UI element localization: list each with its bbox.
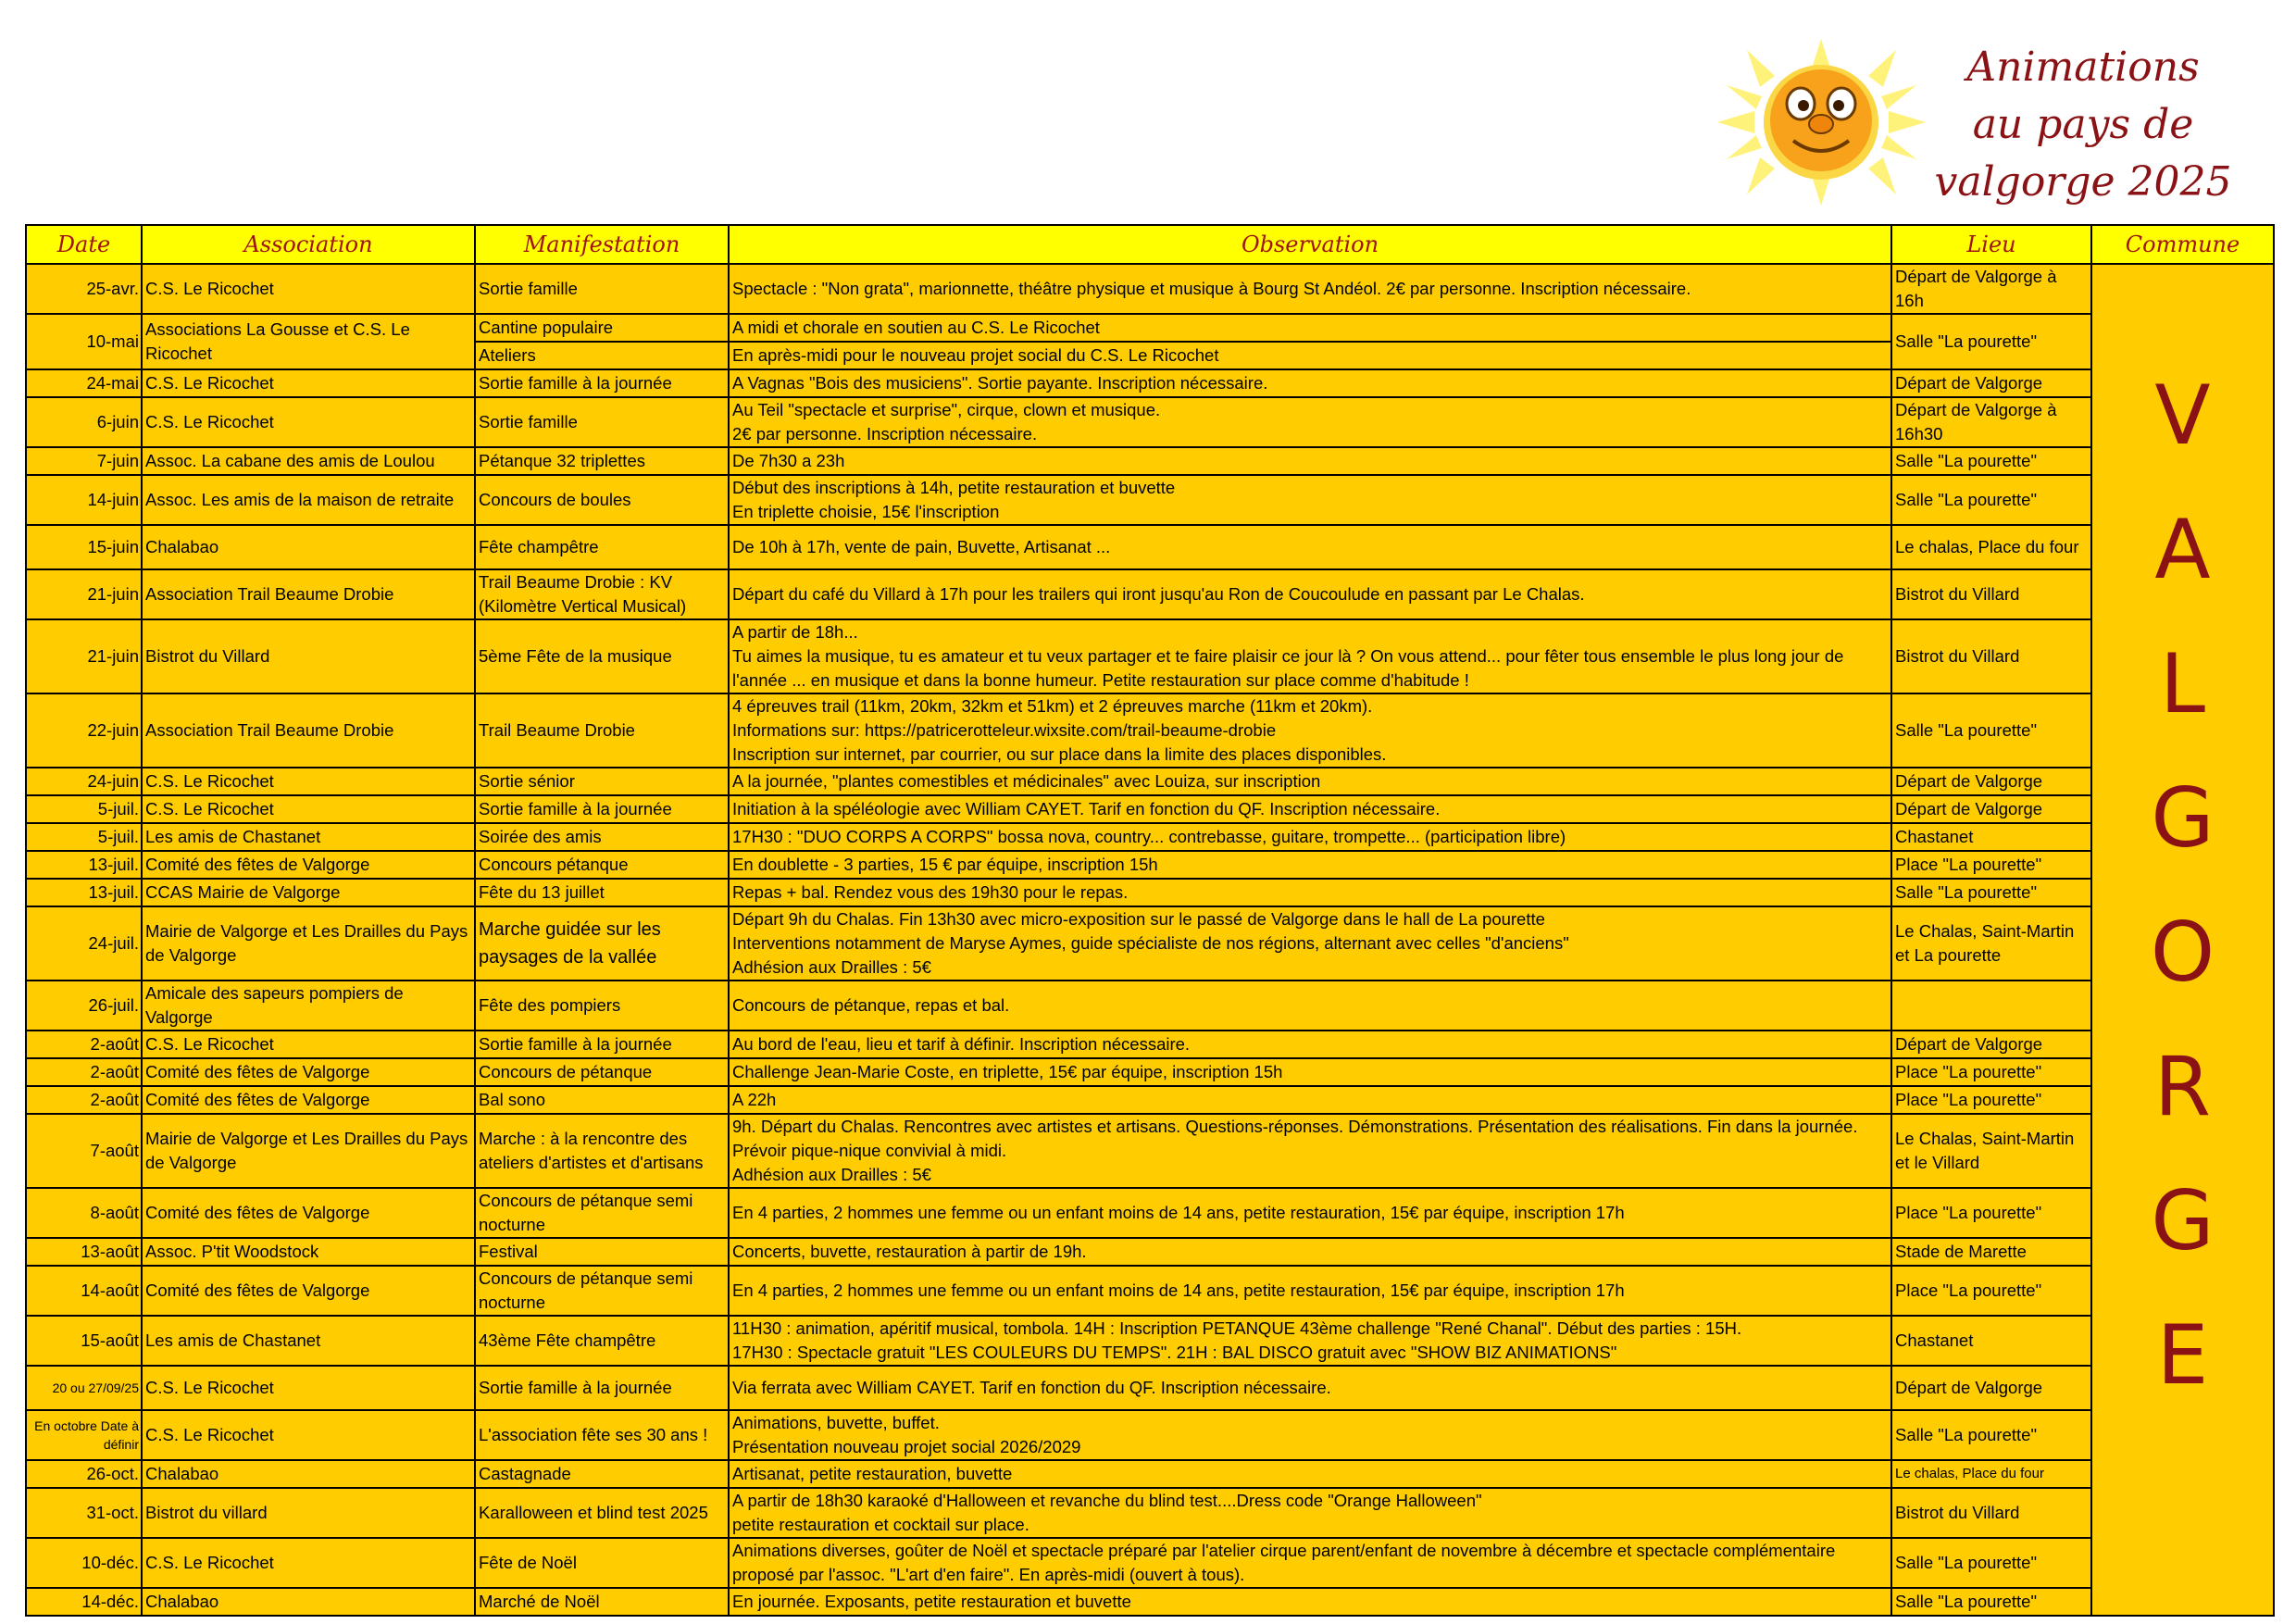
event-observation — [729, 851, 1891, 879]
observation-line: A 22h — [732, 1090, 777, 1109]
event-lieu: Place "La pourette" — [1891, 1058, 2091, 1086]
title-line-1: Animations — [1966, 44, 2200, 91]
observation-line: En 4 parties, 2 hommes une femme ou un enfant moins de 14 ans, petite restauration, 15€ par équipe, inscription 17h — [732, 1203, 1625, 1222]
event-observation — [729, 397, 1891, 447]
event-observation — [729, 264, 1891, 314]
observation-line: Inscription sur internet, par courrier, ou sur place dans la limite des places disponibles. — [732, 744, 1387, 764]
event-date: 13-juil. — [26, 851, 142, 879]
observation-line: Spectacle : "Non grata", marionnette, théâtre physique et musique à Bourg St Andéol. 2€ par personne. Inscription nécessaire. — [732, 279, 1691, 298]
event-date: 25-avr. — [26, 264, 142, 314]
observation-line: Adhésion aux Drailles : 5€ — [732, 957, 931, 977]
table-row — [26, 879, 2274, 906]
observation-line: Repas + bal. Rendez vous des 19h30 pour le repas. — [732, 882, 1129, 902]
event-date: 24-juil. — [26, 906, 142, 981]
table-row — [26, 314, 2274, 342]
event-observation — [729, 1266, 1891, 1316]
event-manifestation: Bal sono — [475, 1086, 729, 1114]
events-body — [26, 264, 2274, 1616]
event-observation — [729, 369, 1891, 397]
event-manifestation: L'association fête ses 30 ans ! — [475, 1410, 729, 1460]
event-observation — [729, 569, 1891, 619]
event-date: 7-août — [26, 1114, 142, 1188]
event-lieu: Salle "La pourette" — [1891, 314, 2091, 369]
table-row — [26, 823, 2274, 851]
table-row — [26, 264, 2274, 314]
event-manifestation: Ateliers — [475, 342, 729, 369]
event-date: 14-juin — [26, 475, 142, 525]
page-title — [1889, 39, 2277, 211]
observation-line: Concerts, buvette, restauration à partir de 19h. — [732, 1242, 1087, 1261]
table-row — [26, 447, 2274, 475]
event-observation — [729, 1316, 1891, 1366]
commune-letter: A — [2154, 502, 2211, 597]
event-manifestation: Marche : à la rencontre des ateliers d'artistes et d'artisans — [475, 1114, 729, 1188]
event-observation — [729, 906, 1891, 981]
event-association: C.S. Le Ricochet — [142, 1538, 475, 1588]
event-manifestation: 43ème Fête champêtre — [475, 1316, 729, 1366]
event-association: C.S. Le Ricochet — [142, 264, 475, 314]
event-date: 10-mai — [26, 314, 142, 369]
observation-line: Interventions notamment de Maryse Aymes, guide spécialiste de nos régions, alternant avec celles "d'anciens" — [732, 933, 1569, 953]
table-row — [26, 1188, 2274, 1238]
column-header-commune: Commune — [2091, 225, 2274, 264]
event-observation — [729, 981, 1891, 1031]
event-observation — [729, 1410, 1891, 1460]
table-row — [26, 475, 2274, 525]
event-association: Comité des fêtes de Valgorge — [142, 1058, 475, 1086]
observation-line: En triplette choisie, 15€ l'inscription — [732, 502, 1000, 521]
observation-line: A partir de 18h30 karaoké d'Halloween et revanche du blind test....Dress code "Orange Halloween" — [732, 1491, 1482, 1510]
observation-line: 17H30 : "DUO CORPS A CORPS" bossa nova, country... contrebasse, guitare, trompette... (participation libre) — [732, 827, 1566, 846]
event-lieu: Départ de Valgorge — [1891, 768, 2091, 795]
table-row — [26, 619, 2274, 693]
event-lieu: Départ de Valgorge — [1891, 1366, 2091, 1410]
event-lieu: Stade de Marette — [1891, 1238, 2091, 1266]
event-lieu: Salle "La pourette" — [1891, 1538, 2091, 1588]
observation-line: Concours de pétanque, repas et bal. — [732, 995, 1010, 1015]
event-manifestation: Cantine populaire — [475, 314, 729, 342]
event-date: 21-juin — [26, 569, 142, 619]
observation-line: Au Teil "spectacle et surprise", cirque, clown et musique. — [732, 400, 1161, 419]
event-lieu: Place "La pourette" — [1891, 851, 2091, 879]
event-lieu: Départ de Valgorge — [1891, 1031, 2091, 1058]
table-row — [26, 1460, 2274, 1488]
event-association: C.S. Le Ricochet — [142, 768, 475, 795]
table-row — [26, 1031, 2274, 1058]
column-header-manifestation: Manifestation — [475, 225, 729, 264]
table-row — [26, 693, 2274, 768]
column-header-association: Association — [142, 225, 475, 264]
event-date: 15-juin — [26, 525, 142, 569]
table-row — [26, 1238, 2274, 1266]
event-manifestation: Fête champêtre — [475, 525, 729, 569]
observation-line: 17H30 : Spectacle gratuit "LES COULEURS DU TEMPS". 21H : BAL DISCO gratuit avec "SHOW BIZ ANIMATIONS" — [732, 1343, 1617, 1362]
event-manifestation: Trail Beaume Drobie : KV (Kilomètre Vertical Musical) — [475, 569, 729, 619]
event-lieu: Chastanet — [1891, 823, 2091, 851]
event-manifestation: Concours de pétanque semi nocturne — [475, 1188, 729, 1238]
event-observation — [729, 314, 1891, 342]
observation-line: Départ du café du Villard à 17h pour les trailers qui iront jusqu'au Ron de Coucoulude en passant par Le Chalas. — [732, 584, 1585, 604]
event-date: 21-juin — [26, 619, 142, 693]
event-association: CCAS Mairie de Valgorge — [142, 879, 475, 906]
observation-line: A partir de 18h... — [732, 622, 858, 642]
table-row — [26, 1114, 2274, 1188]
event-association: C.S. Le Ricochet — [142, 397, 475, 447]
event-association: Bistrot du villard — [142, 1488, 475, 1538]
observation-line: Animations diverses, goûter de Noël et spectacle préparé par l'atelier cirque parent/enfant de novembre à décembre et spectacle complémentaire proposé par l'assoc. "L'art d'en faire". En après-midi (ouvert à tous). — [732, 1541, 1836, 1584]
event-observation — [729, 1114, 1891, 1188]
table-row — [26, 1488, 2274, 1538]
event-manifestation: Fête de Noël — [475, 1538, 729, 1588]
event-lieu: Départ de Valgorge — [1891, 369, 2091, 397]
event-date: 26-oct. — [26, 1460, 142, 1488]
event-observation — [729, 342, 1891, 369]
event-manifestation: Karalloween et blind test 2025 — [475, 1488, 729, 1538]
event-observation — [729, 447, 1891, 475]
event-date: 20 ou 27/09/25 — [26, 1366, 142, 1410]
observation-line: Prévoir pique-nique convivial à midi. — [732, 1141, 1007, 1160]
observation-line: A la journée, "plantes comestibles et médicinales" avec Louiza, sur inscription — [732, 771, 1321, 791]
event-observation — [729, 1588, 1891, 1616]
observation-line: En journée. Exposants, petite restauration et buvette — [732, 1592, 1131, 1611]
observation-line: petite restauration et cocktail sur place. — [732, 1515, 1029, 1534]
event-association: Assoc. La cabane des amis de Loulou — [142, 447, 475, 475]
observation-line: En après-midi pour le nouveau projet social du C.S. Le Ricochet — [732, 345, 1219, 365]
event-observation — [729, 879, 1891, 906]
event-association: Association Trail Beaume Drobie — [142, 569, 475, 619]
event-manifestation: Sortie famille à la journée — [475, 1031, 729, 1058]
observation-line: Au bord de l'eau, lieu et tarif à définir. Inscription nécessaire. — [732, 1034, 1191, 1054]
event-observation — [729, 1058, 1891, 1086]
event-manifestation: Trail Beaume Drobie — [475, 693, 729, 768]
observation-line: A Vagnas "Bois des musiciens". Sortie payante. Inscription nécessaire. — [732, 373, 1268, 393]
event-lieu: Salle "La pourette" — [1891, 475, 2091, 525]
event-date: 13-août — [26, 1238, 142, 1266]
event-observation — [729, 1488, 1891, 1538]
event-association: Comité des fêtes de Valgorge — [142, 1266, 475, 1316]
event-lieu: Salle "La pourette" — [1891, 447, 2091, 475]
table-row — [26, 1316, 2274, 1366]
event-observation — [729, 475, 1891, 525]
table-row — [26, 1410, 2274, 1460]
event-lieu — [1891, 981, 2091, 1031]
event-date: 22-juin — [26, 693, 142, 768]
event-lieu: Chastanet — [1891, 1316, 2091, 1366]
event-association: C.S. Le Ricochet — [142, 1366, 475, 1410]
event-association: Associations La Gousse et C.S. Le Ricochet — [142, 314, 475, 369]
event-lieu: Bistrot du Villard — [1891, 1488, 2091, 1538]
event-manifestation: Concours de pétanque — [475, 1058, 729, 1086]
event-observation — [729, 768, 1891, 795]
event-manifestation: Fête des pompiers — [475, 981, 729, 1031]
observation-line: A midi et chorale en soutien au C.S. Le Ricochet — [732, 318, 1100, 337]
event-date: 5-juil. — [26, 795, 142, 823]
event-observation — [729, 525, 1891, 569]
smiling-sun-icon — [1717, 39, 1926, 206]
event-observation — [729, 1188, 1891, 1238]
event-observation — [729, 693, 1891, 768]
event-date: 6-juin — [26, 397, 142, 447]
commune-name — [2092, 348, 2273, 1422]
event-lieu: Bistrot du Villard — [1891, 569, 2091, 619]
event-date: 14-déc. — [26, 1588, 142, 1616]
commune-letter: R — [2153, 1039, 2212, 1134]
event-date: 24-mai — [26, 369, 142, 397]
event-lieu: Départ de Valgorge à 16h30 — [1891, 397, 2091, 447]
observation-line: Début des inscriptions à 14h, petite restauration et buvette — [732, 478, 1176, 497]
event-observation — [729, 1538, 1891, 1588]
event-lieu: Départ de Valgorge — [1891, 795, 2091, 823]
event-lieu: Place "La pourette" — [1891, 1188, 2091, 1238]
observation-line: Départ 9h du Chalas. Fin 13h30 avec micro-exposition sur le passé de Valgorge dans le hall de La pourette — [732, 909, 1545, 929]
observation-line: Animations, buvette, buffet. — [732, 1413, 940, 1432]
table-row — [26, 369, 2274, 397]
observation-line: Tu aimes la musique, tu es amateur et tu veux partager et te faire plaisir ce jour là ? On vous attend... pour fêter tous ensemble le plus long jour de l'année ... en musique et dans la bonne humeur. Petite restauration sur place comme d'habitude ! — [732, 646, 1844, 690]
event-association: Chalabao — [142, 525, 475, 569]
observation-line: Informations sur: https://patricerotteleur.wixsite.com/trail-beaume-drobie — [732, 720, 1277, 740]
event-manifestation: Sortie famille à la journée — [475, 795, 729, 823]
event-lieu: Le Chalas, Saint-Martin et La pourette — [1891, 906, 2091, 981]
event-date: En octobre Date à définir — [26, 1410, 142, 1460]
table-row — [26, 1588, 2274, 1616]
event-manifestation: Marché de Noël — [475, 1588, 729, 1616]
table-row — [26, 1366, 2274, 1410]
table-row — [26, 795, 2274, 823]
event-association: Mairie de Valgorge et Les Drailles du Pays de Valgorge — [142, 906, 475, 981]
event-observation — [729, 1460, 1891, 1488]
event-manifestation: Festival — [475, 1238, 729, 1266]
commune-letter: E — [2156, 1307, 2209, 1403]
event-observation — [729, 795, 1891, 823]
event-manifestation: Concours de boules — [475, 475, 729, 525]
commune-letter: G — [2151, 770, 2215, 866]
event-lieu: Départ de Valgorge à 16h — [1891, 264, 2091, 314]
event-manifestation: Marche guidée sur les paysages de la vallée — [475, 906, 729, 981]
event-observation — [729, 1031, 1891, 1058]
event-date: 5-juil. — [26, 823, 142, 851]
event-observation — [729, 1238, 1891, 1266]
event-date: 26-juil. — [26, 981, 142, 1031]
event-observation — [729, 619, 1891, 693]
event-association: Comité des fêtes de Valgorge — [142, 1086, 475, 1114]
title-line-3: valgorge 2025 — [1934, 158, 2232, 206]
event-manifestation: Soirée des amis — [475, 823, 729, 851]
event-date: 24-juin — [26, 768, 142, 795]
event-lieu: Place "La pourette" — [1891, 1086, 2091, 1114]
event-lieu: Le chalas, Place du four — [1891, 525, 2091, 569]
event-date: 13-juil. — [26, 879, 142, 906]
event-date: 14-août — [26, 1266, 142, 1316]
event-association: Les amis de Chastanet — [142, 1316, 475, 1366]
event-lieu: Salle "La pourette" — [1891, 879, 2091, 906]
event-date: 15-août — [26, 1316, 142, 1366]
event-lieu: Bistrot du Villard — [1891, 619, 2091, 693]
event-manifestation: Sortie famille — [475, 397, 729, 447]
column-header-date: Date — [26, 225, 142, 264]
event-manifestation: Sortie famille à la journée — [475, 369, 729, 397]
event-date: 10-déc. — [26, 1538, 142, 1588]
commune-letter: V — [2154, 368, 2211, 463]
observation-line: De 7h30 a 23h — [732, 451, 845, 470]
event-association: Les amis de Chastanet — [142, 823, 475, 851]
table-row — [26, 851, 2274, 879]
event-manifestation: Pétanque 32 triplettes — [475, 447, 729, 475]
event-date: 2-août — [26, 1086, 142, 1114]
event-manifestation: Castagnade — [475, 1460, 729, 1488]
table-row — [26, 981, 2274, 1031]
event-manifestation: Sortie famille — [475, 264, 729, 314]
event-date: 2-août — [26, 1031, 142, 1058]
column-header-observation: Observation — [729, 225, 1891, 264]
table-row — [26, 569, 2274, 619]
event-association: C.S. Le Ricochet — [142, 1031, 475, 1058]
event-association: Assoc. P'tit Woodstock — [142, 1238, 475, 1266]
event-manifestation: Fête du 13 juillet — [475, 879, 729, 906]
event-association: Chalabao — [142, 1588, 475, 1616]
observation-line: En 4 parties, 2 hommes une femme ou un enfant moins de 14 ans, petite restauration, 15€ par équipe, inscription 17h — [732, 1280, 1625, 1300]
table-row — [26, 397, 2274, 447]
events-table — [25, 224, 2275, 1617]
event-association: Chalabao — [142, 1460, 475, 1488]
table-row — [26, 1538, 2274, 1588]
event-lieu: Salle "La pourette" — [1891, 1410, 2091, 1460]
observation-line: Présentation nouveau projet social 2026/2029 — [732, 1437, 1081, 1456]
observation-line: Via ferrata avec William CAYET. Tarif en fonction du QF. Inscription nécessaire. — [732, 1378, 1331, 1397]
event-association: Comité des fêtes de Valgorge — [142, 1188, 475, 1238]
table-row — [26, 1086, 2274, 1114]
event-association: Amicale des sapeurs pompiers de Valgorge — [142, 981, 475, 1031]
table-row — [26, 1058, 2274, 1086]
observation-line: 2€ par personne. Inscription nécessaire. — [732, 424, 1038, 443]
table-row — [26, 1266, 2274, 1316]
event-lieu: Salle "La pourette" — [1891, 1588, 2091, 1616]
events-table-wrap — [25, 224, 2273, 1617]
observation-line: 9h. Départ du Chalas. Rencontres avec artistes et artisans. Questions-réponses. Démonstrations. Présentation des réalisations. Fin dans la journée. — [732, 1117, 1858, 1136]
observation-line: En doublette - 3 parties, 15 € par équipe, inscription 15h — [732, 855, 1158, 874]
title-line-2: au pays de — [1972, 101, 2194, 148]
event-date: 31-oct. — [26, 1488, 142, 1538]
observation-line: Artisanat, petite restauration, buvette — [732, 1464, 1013, 1483]
commune-cell — [2091, 264, 2274, 1616]
commune-letter: L — [2159, 636, 2206, 731]
observation-line: Challenge Jean-Marie Coste, en triplette, 15€ par équipe, inscription 15h — [732, 1062, 1283, 1081]
table-header-row — [26, 225, 2274, 264]
event-observation — [729, 1366, 1891, 1410]
event-lieu: Le Chalas, Saint-Martin et le Villard — [1891, 1114, 2091, 1188]
event-date: 2-août — [26, 1058, 142, 1086]
event-lieu: Le chalas, Place du four — [1891, 1460, 2091, 1488]
event-association: Bistrot du Villard — [142, 619, 475, 693]
event-lieu: Salle "La pourette" — [1891, 693, 2091, 768]
event-date: 8-août — [26, 1188, 142, 1238]
table-row — [26, 768, 2274, 795]
event-association: C.S. Le Ricochet — [142, 1410, 475, 1460]
event-observation — [729, 1086, 1891, 1114]
observation-line: Adhésion aux Drailles : 5€ — [732, 1165, 931, 1184]
event-manifestation: Sortie sénior — [475, 768, 729, 795]
event-manifestation: Concours de pétanque semi nocturne — [475, 1266, 729, 1316]
observation-line: De 10h à 17h, vente de pain, Buvette, Artisanat ... — [732, 537, 1111, 556]
event-manifestation: Sortie famille à la journée — [475, 1366, 729, 1410]
event-association: Association Trail Beaume Drobie — [142, 693, 475, 768]
observation-line: 11H30 : animation, apéritif musical, tombola. 14H : Inscription PETANQUE 43ème challenge "René Chanal". Début des parties : 15H. — [732, 1318, 1742, 1338]
commune-letter: G — [2151, 1173, 2215, 1268]
event-association: C.S. Le Ricochet — [142, 369, 475, 397]
event-observation — [729, 823, 1891, 851]
table-row — [26, 906, 2274, 981]
commune-letter: O — [2150, 905, 2215, 1000]
observation-line: 4 épreuves trail (11km, 20km, 32km et 51km) et 2 épreuves marche (11km et 20km). — [732, 696, 1373, 716]
event-association: Mairie de Valgorge et Les Drailles du Pays de Valgorge — [142, 1114, 475, 1188]
event-lieu: Place "La pourette" — [1891, 1266, 2091, 1316]
event-date: 7-juin — [26, 447, 142, 475]
event-manifestation: Concours pétanque — [475, 851, 729, 879]
observation-line: Initiation à la spéléologie avec William CAYET. Tarif en fonction du QF. Inscription nécessaire. — [732, 799, 1441, 818]
event-manifestation: 5ème Fête de la musique — [475, 619, 729, 693]
event-association: Comité des fêtes de Valgorge — [142, 851, 475, 879]
column-header-lieu: Lieu — [1891, 225, 2091, 264]
table-row — [26, 525, 2274, 569]
event-association: Assoc. Les amis de la maison de retraite — [142, 475, 475, 525]
event-association: C.S. Le Ricochet — [142, 795, 475, 823]
